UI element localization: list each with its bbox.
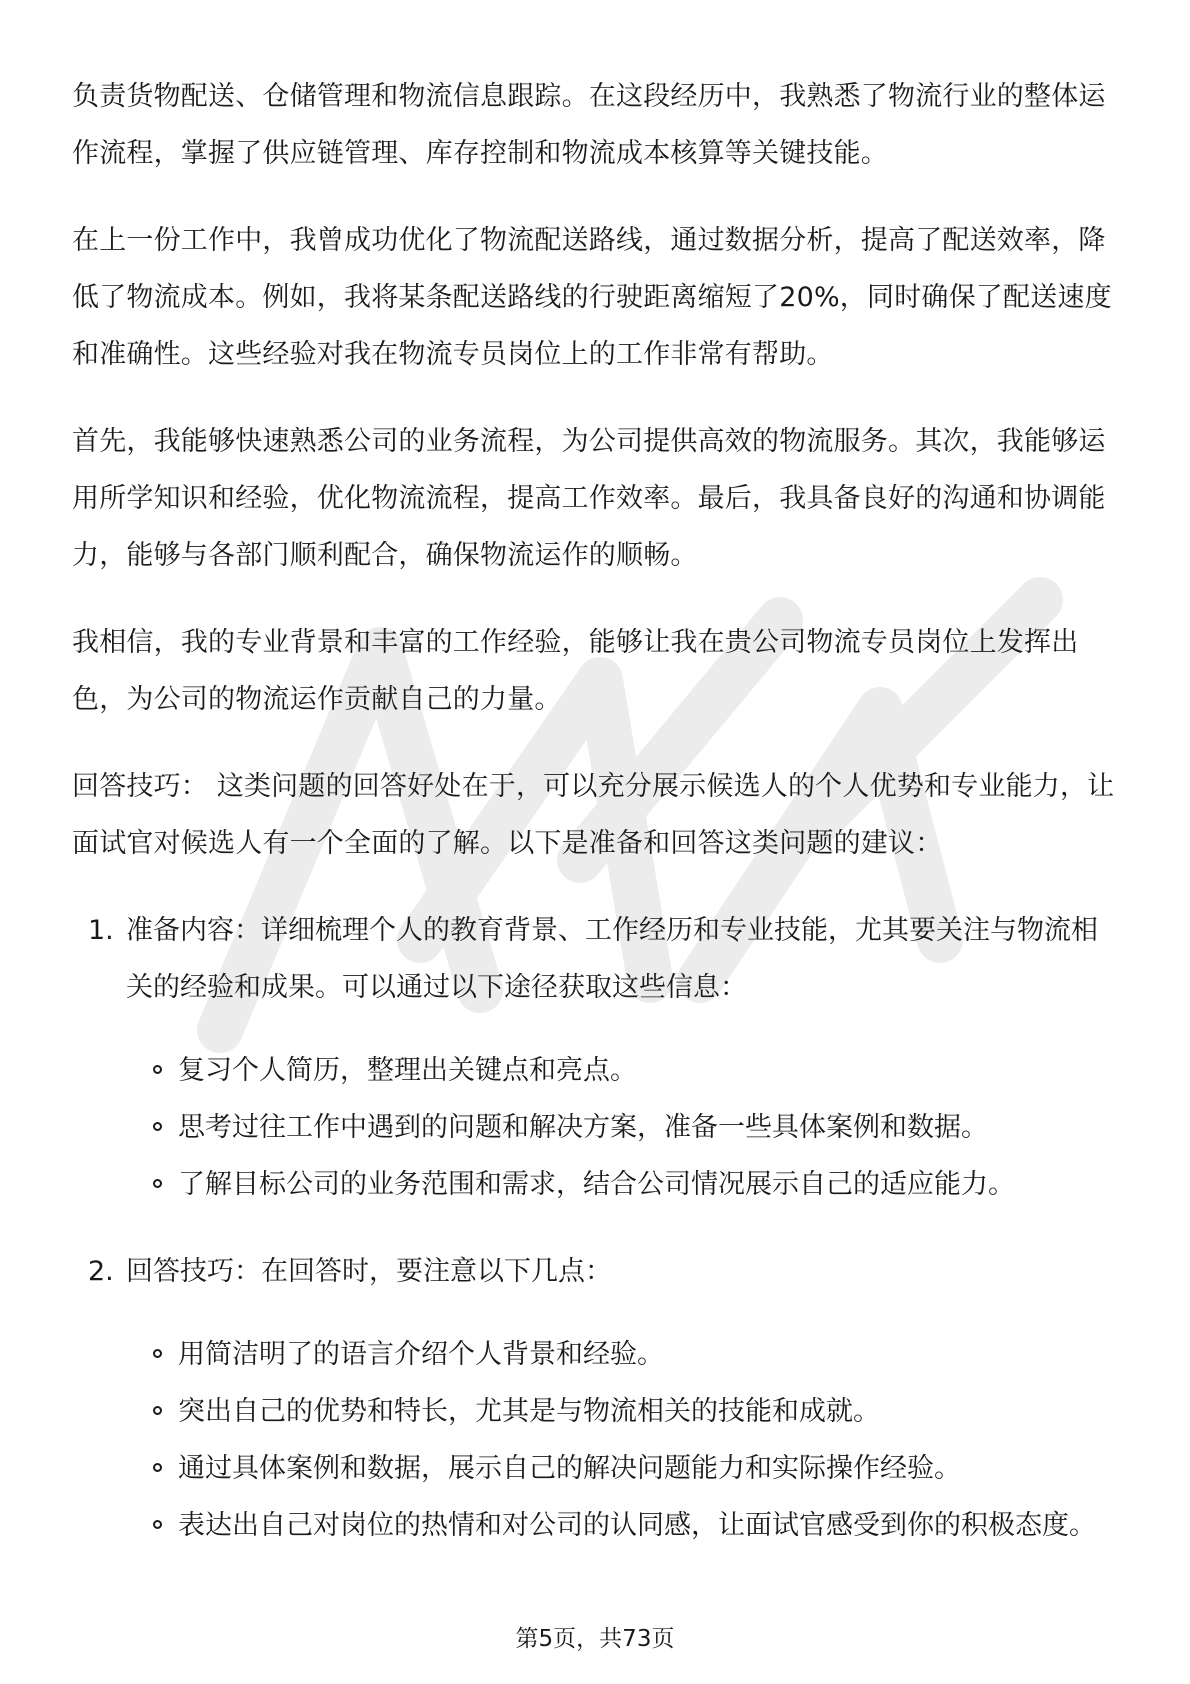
circle-bullet-icon	[153, 1179, 162, 1188]
bullet-text: 通过具体案例和数据，展示自己的解决问题能力和实际操作经验。	[178, 1453, 961, 1484]
page-number-footer: 第5页，共73页	[515, 1626, 675, 1652]
circle-bullet-icon	[153, 1065, 162, 1074]
circle-bullet-icon	[153, 1122, 162, 1131]
sub-bullet-list	[126, 1042, 1120, 1213]
bullet-text: 复习个人简历，整理出关键点和亮点。	[178, 1055, 637, 1086]
bullet-item	[126, 1497, 1120, 1554]
circle-bullet-icon	[153, 1520, 162, 1529]
sub-bullet-list	[126, 1326, 1120, 1554]
circle-bullet-icon	[153, 1463, 162, 1472]
paragraph-4: 我相信，我的专业背景和丰富的工作经验，能够让我在贵公司物流专员岗位上发挥出色，为公司的物流运作贡献自己的力量。	[72, 627, 1079, 715]
list-item-text: 回答技巧：在回答时，要注意以下几点：	[126, 1256, 612, 1287]
paragraph-1: 负责货物配送、仓储管理和物流信息跟踪。在这段经历中，我熟悉了物流行业的整体运作流程，掌握了供应链管理、库存控制和物流成本核算等关键技能。	[72, 81, 1106, 169]
list-number: 1.	[88, 915, 114, 946]
list-item-1	[72, 902, 1120, 1213]
bullet-text: 表达出自己对岗位的热情和对公司的认同感，让面试官感受到你的积极态度。	[178, 1510, 1096, 1541]
paragraph-2: 在上一份工作中，我曾成功优化了物流配送路线，通过数据分析，提高了配送效率，降低了物流成本。例如，我将某条配送路线的行驶距离缩短了20%，同时确保了配送速度和准确性。这些经验对我在物流专员岗位上的工作非常有帮助。	[72, 225, 1112, 370]
bullet-item	[126, 1042, 1120, 1099]
bullet-text: 用简洁明了的语言介绍个人背景和经验。	[178, 1339, 664, 1370]
bullet-item	[126, 1440, 1120, 1497]
bullet-item	[126, 1156, 1120, 1213]
numbered-list	[72, 902, 1120, 1554]
bullet-text: 突出自己的优势和特长，尤其是与物流相关的技能和成就。	[178, 1396, 880, 1427]
circle-bullet-icon	[153, 1349, 162, 1358]
list-number: 2.	[88, 1256, 114, 1287]
circle-bullet-icon	[153, 1406, 162, 1415]
bullet-text: 思考过往工作中遇到的问题和解决方案，准备一些具体案例和数据。	[178, 1112, 988, 1143]
document-body	[72, 68, 1120, 1584]
list-item-text: 准备内容：详细梳理个人的教育背景、工作经历和专业技能，尤其要关注与物流相关的经验和成果。可以通过以下途径获取这些信息：	[126, 915, 1098, 1003]
bullet-item	[126, 1383, 1120, 1440]
list-item-2	[72, 1243, 1120, 1554]
paragraph-3: 首先，我能够快速熟悉公司的业务流程，为公司提供高效的物流服务。其次，我能够运用所学知识和经验，优化物流流程，提高工作效率。最后，我具备良好的沟通和协调能力，能够与各部门顺利配合，确保物流运作的顺畅。	[72, 426, 1106, 571]
bullet-text: 了解目标公司的业务范围和需求，结合公司情况展示自己的适应能力。	[178, 1169, 1015, 1200]
paragraph-5: 回答技巧： 这类问题的回答好处在于，可以充分展示候选人的个人优势和专业能力，让面试官对候选人有一个全面的了解。以下是准备和回答这类问题的建议：	[72, 771, 1115, 859]
bullet-item	[126, 1099, 1120, 1156]
bullet-item	[126, 1326, 1120, 1383]
